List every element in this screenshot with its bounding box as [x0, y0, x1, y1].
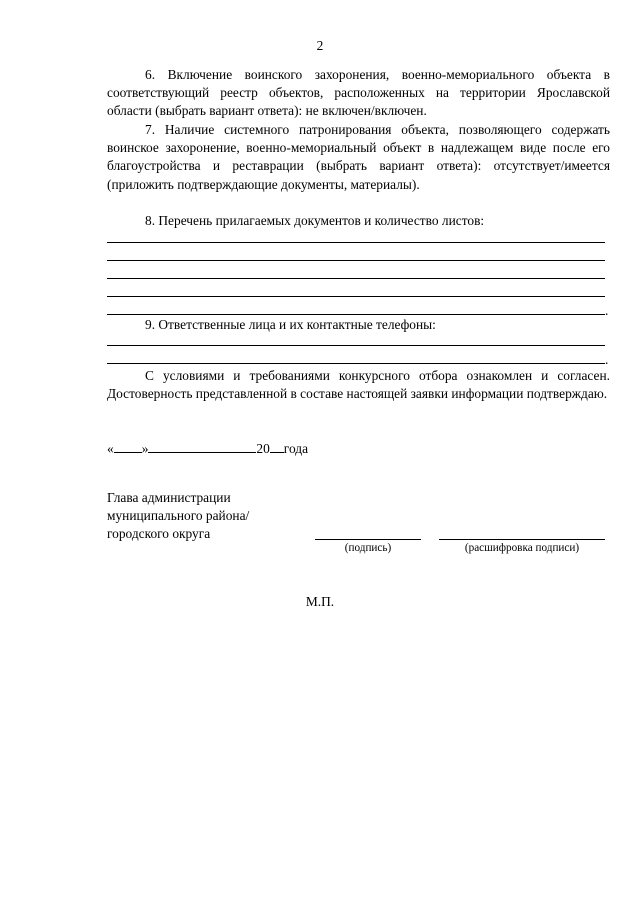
documents-line-3[interactable]	[107, 278, 605, 279]
documents-line-4[interactable]	[107, 296, 605, 297]
date-close-quote: »	[141, 441, 149, 456]
signatory-line-1: Глава администрации	[107, 490, 231, 505]
signatory-line-3: городского округа	[107, 526, 211, 541]
signature-line[interactable]	[315, 539, 421, 540]
year-blank[interactable]	[270, 440, 284, 453]
date-open-quote: «	[107, 441, 114, 456]
documents-end-period: .	[605, 303, 609, 318]
decoding-line[interactable]	[439, 539, 605, 540]
contacts-end-period: .	[605, 352, 609, 367]
documents-line-5[interactable]	[107, 314, 605, 315]
contacts-line-2[interactable]	[107, 363, 605, 364]
item-7-text: 7. Наличие системного патронирования объекта, позволяющего содержать воинское захоронение, военно-мемориальный объект в надлежащем виде после его благоустройства и реставрации (выбрать вариант ответа): отсутствует/имеется (приложить подтверждающие документы, материалы).	[107, 122, 610, 192]
month-blank[interactable]	[148, 440, 256, 453]
year-suffix: года	[283, 441, 309, 456]
item-9-text: 9. Ответственные лица и их контактные телефоны:	[145, 317, 436, 332]
agreement-text: С условиями и требованиями конкурсного отбора ознакомлен и согласен. Достоверность представленной в составе настоящей заявки информации подтверждаю.	[107, 368, 610, 402]
signatory-line-2: муниципального района/	[107, 508, 250, 523]
date-field	[107, 440, 308, 457]
contacts-line-1[interactable]	[107, 345, 605, 346]
item-6-text: 6. Включение воинского захоронения, военно-мемориального объекта в соответствующий реестр объектов, расположенных на территории Ярославской области (выбрать вариант ответа): не включен/включен.	[107, 67, 610, 119]
signature-caption: (подпись)	[344, 542, 392, 554]
item-8-text: 8. Перечень прилагаемых документов и количество листов:	[145, 213, 485, 228]
documents-line-2[interactable]	[107, 260, 605, 261]
decoding-caption: (расшифровка подписи)	[464, 542, 580, 554]
day-blank[interactable]	[114, 440, 142, 453]
page-number: 2	[316, 38, 324, 53]
stamp-placeholder: М.П.	[305, 594, 335, 609]
documents-line-1[interactable]	[107, 242, 605, 243]
year-prefix: 20	[256, 441, 270, 456]
signatory-title	[107, 489, 249, 543]
